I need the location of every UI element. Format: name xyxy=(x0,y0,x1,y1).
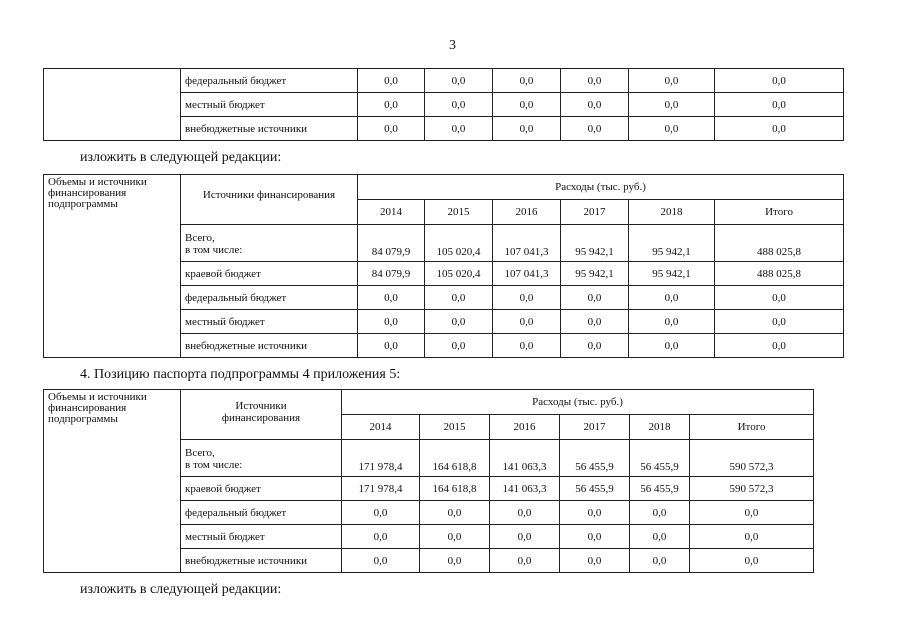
value-cell: 0,0 xyxy=(342,525,420,549)
value-cell: 0,0 xyxy=(425,69,493,93)
value-cell: 0,0 xyxy=(493,69,561,93)
year-header: 2017 xyxy=(561,200,629,225)
source-cell: местный бюджет xyxy=(181,310,358,334)
table-header-row xyxy=(44,390,814,415)
label-cell-empty xyxy=(44,69,181,141)
source-cell: внебюджетные источники xyxy=(181,117,358,141)
source-cell: краевой бюджет xyxy=(181,477,342,501)
value-cell: 0,0 xyxy=(690,501,814,525)
value-cell: 590 572,3 xyxy=(690,477,814,501)
source-cell: федеральный бюджет xyxy=(181,501,342,525)
paragraph-new-edition: изложить в следующей редакции: xyxy=(80,150,282,165)
value-cell: 0,0 xyxy=(629,286,715,310)
value-cell: 0,0 xyxy=(493,334,561,358)
value-cell: 56 455,9 xyxy=(560,477,630,501)
value-cell: 0,0 xyxy=(358,286,425,310)
value-cell: 95 942,1 xyxy=(561,225,629,262)
value-cell: 0,0 xyxy=(715,310,844,334)
value-cell: 0,0 xyxy=(629,69,715,93)
value-cell: 0,0 xyxy=(715,93,844,117)
value-cell: 0,0 xyxy=(493,310,561,334)
value-cell: 0,0 xyxy=(358,334,425,358)
value-cell: 56 455,9 xyxy=(630,440,690,477)
source-cell: внебюджетные источники xyxy=(181,549,342,573)
source-cell: Всего, в том числе: xyxy=(181,225,358,262)
value-cell: 0,0 xyxy=(690,525,814,549)
value-cell: 84 079,9 xyxy=(358,262,425,286)
value-cell: 0,0 xyxy=(493,286,561,310)
year-header: 2017 xyxy=(560,415,630,440)
year-header: Итого xyxy=(690,415,814,440)
value-cell: 0,0 xyxy=(560,501,630,525)
value-cell: 0,0 xyxy=(629,310,715,334)
value-cell: 0,0 xyxy=(425,310,493,334)
source-cell: местный бюджет xyxy=(181,93,358,117)
year-header: 2016 xyxy=(490,415,560,440)
value-cell: 105 020,4 xyxy=(425,225,493,262)
value-cell: 0,0 xyxy=(715,334,844,358)
expenses-header: Расходы (тыс. руб.) xyxy=(358,175,844,200)
value-cell: 0,0 xyxy=(561,310,629,334)
value-cell: 0,0 xyxy=(629,334,715,358)
year-header: 2014 xyxy=(342,415,420,440)
value-cell: 0,0 xyxy=(493,117,561,141)
value-cell: 488 025,8 xyxy=(715,262,844,286)
sources-header: Источники финансирования xyxy=(181,390,342,440)
value-cell: 0,0 xyxy=(560,525,630,549)
table-row xyxy=(44,69,844,93)
value-cell: 171 978,4 xyxy=(342,477,420,501)
value-cell: 0,0 xyxy=(342,549,420,573)
value-cell: 0,0 xyxy=(358,93,425,117)
value-cell: 0,0 xyxy=(629,117,715,141)
table-subprogram-financing-new xyxy=(43,174,844,358)
value-cell: 95 942,1 xyxy=(629,225,715,262)
value-cell: 56 455,9 xyxy=(630,477,690,501)
value-cell: 0,0 xyxy=(490,525,560,549)
value-cell: 95 942,1 xyxy=(629,262,715,286)
source-cell: федеральный бюджет xyxy=(181,286,358,310)
value-cell: 0,0 xyxy=(630,549,690,573)
value-cell: 0,0 xyxy=(561,334,629,358)
year-header: 2018 xyxy=(630,415,690,440)
value-cell: 171 978,4 xyxy=(342,440,420,477)
value-cell: 0,0 xyxy=(493,93,561,117)
label-cell: Объемы и источники финансирования подпрограммы xyxy=(44,175,181,358)
value-cell: 0,0 xyxy=(358,310,425,334)
value-cell: 0,0 xyxy=(420,549,490,573)
value-cell: 0,0 xyxy=(420,525,490,549)
table-subprogram-4-financing xyxy=(43,389,814,573)
year-header: 2018 xyxy=(629,200,715,225)
table-continuation xyxy=(43,68,844,141)
value-cell: 107 041,3 xyxy=(493,225,561,262)
year-header: 2014 xyxy=(358,200,425,225)
value-cell: 105 020,4 xyxy=(425,262,493,286)
value-cell: 0,0 xyxy=(629,93,715,117)
value-cell: 0,0 xyxy=(358,69,425,93)
year-header: Итого xyxy=(715,200,844,225)
value-cell: 0,0 xyxy=(490,501,560,525)
value-cell: 0,0 xyxy=(715,69,844,93)
sources-header: Источники финансирования xyxy=(181,175,358,225)
value-cell: 0,0 xyxy=(561,69,629,93)
source-cell: краевой бюджет xyxy=(181,262,358,286)
value-cell: 0,0 xyxy=(420,501,490,525)
value-cell: 84 079,9 xyxy=(358,225,425,262)
value-cell: 0,0 xyxy=(561,117,629,141)
value-cell: 0,0 xyxy=(561,93,629,117)
value-cell: 0,0 xyxy=(425,93,493,117)
paragraph-position-4: 4. Позицию паспорта подпрограммы 4 приложения 5: xyxy=(80,367,401,382)
value-cell: 107 041,3 xyxy=(493,262,561,286)
value-cell: 141 063,3 xyxy=(490,477,560,501)
value-cell: 0,0 xyxy=(490,549,560,573)
value-cell: 0,0 xyxy=(715,117,844,141)
value-cell: 0,0 xyxy=(425,334,493,358)
source-cell: федеральный бюджет xyxy=(181,69,358,93)
page-number: 3 xyxy=(449,38,456,53)
value-cell: 0,0 xyxy=(560,549,630,573)
value-cell: 0,0 xyxy=(425,286,493,310)
year-header: 2015 xyxy=(420,415,490,440)
value-cell: 56 455,9 xyxy=(560,440,630,477)
value-cell: 0,0 xyxy=(425,117,493,141)
year-header: 2016 xyxy=(493,200,561,225)
value-cell: 0,0 xyxy=(630,501,690,525)
value-cell: 0,0 xyxy=(358,117,425,141)
value-cell: 590 572,3 xyxy=(690,440,814,477)
value-cell: 0,0 xyxy=(690,549,814,573)
table-header-row xyxy=(44,175,844,200)
value-cell: 95 942,1 xyxy=(561,262,629,286)
source-cell: местный бюджет xyxy=(181,525,342,549)
year-header: 2015 xyxy=(425,200,493,225)
source-cell: внебюджетные источники xyxy=(181,334,358,358)
value-cell: 0,0 xyxy=(561,286,629,310)
value-cell: 0,0 xyxy=(715,286,844,310)
value-cell: 488 025,8 xyxy=(715,225,844,262)
value-cell: 164 618,8 xyxy=(420,440,490,477)
paragraph-new-edition-2: изложить в следующей редакции: xyxy=(80,582,282,597)
value-cell: 141 063,3 xyxy=(490,440,560,477)
source-cell: Всего, в том числе: xyxy=(181,440,342,477)
value-cell: 0,0 xyxy=(630,525,690,549)
value-cell: 0,0 xyxy=(342,501,420,525)
value-cell: 164 618,8 xyxy=(420,477,490,501)
label-cell: Объемы и источники финансирования подпрограммы xyxy=(44,390,181,573)
expenses-header: Расходы (тыс. руб.) xyxy=(342,390,814,415)
